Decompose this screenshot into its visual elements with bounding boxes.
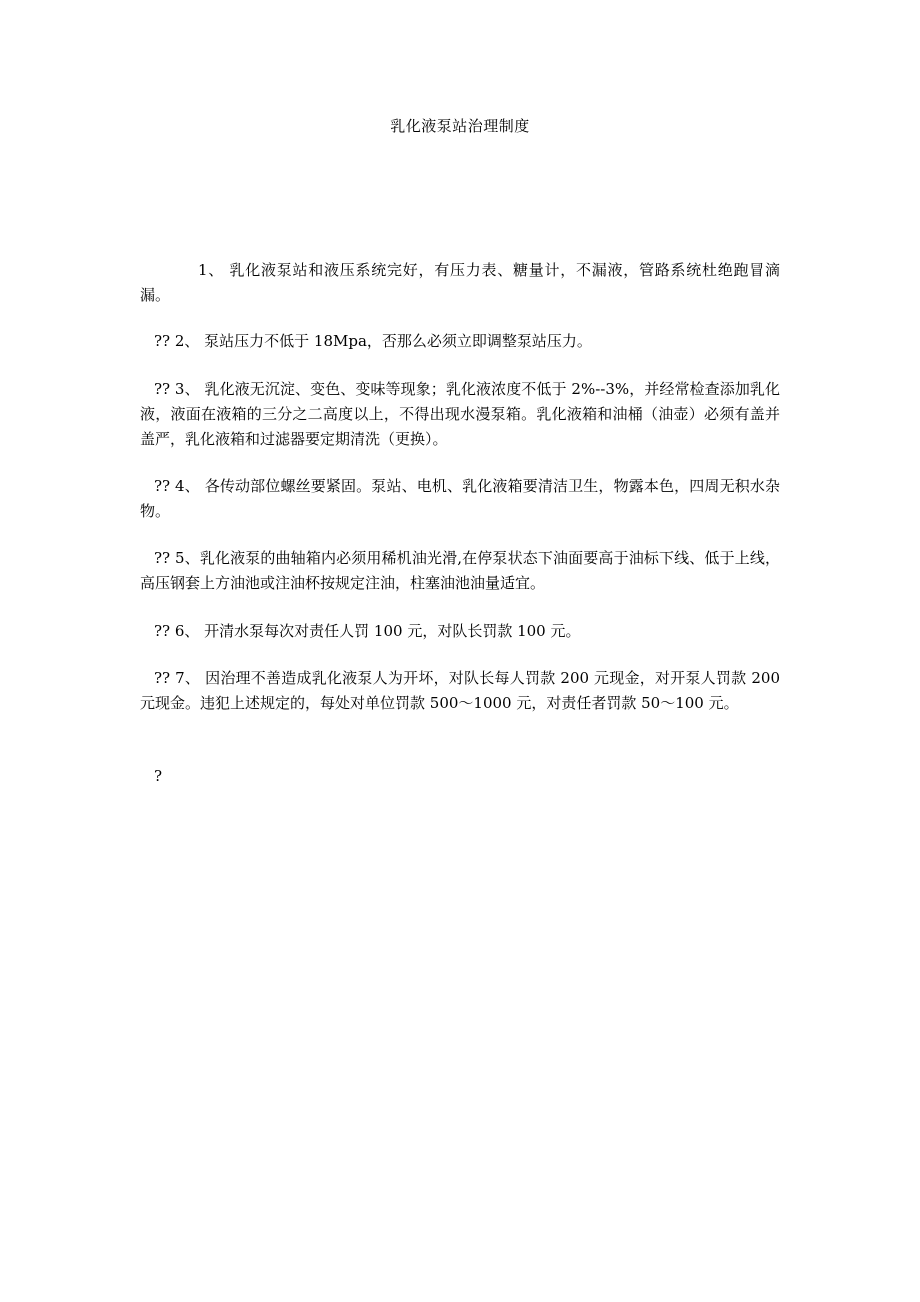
rule-paragraph-3: ?? 3、 乳化液无沉淀、变色、变味等现象；乳化液浓度不低于 2%--3%，并经常检查添加乳化液，液面在液箱的三分之二高度以上，不得出现水漫泵箱。乳化液箱和油桶（油壶）必须有盖并盖严，乳化液箱和过滤器要定期清洗（更换）。 <box>140 380 780 448</box>
document-title: 乳化液泵站治理制度 <box>390 117 530 135</box>
rule-paragraph-4: ?? 4、 各传动部位螺丝要紧固。泵站、电机、乳化液箱要清洁卫生，物露本色，四周无积水杂物。 <box>140 477 780 520</box>
rule-paragraph-6: ?? 6、 开清水泵每次对责任人罚 100 元，对队长罚款 100 元。 <box>154 622 581 640</box>
rule-paragraph-2: ?? 2、 泵站压力不低于 18Mpa，否那么必须立即调整泵站压力。 <box>154 332 592 350</box>
rule-paragraph-1: 1、 乳化液泵站和液压系统完好，有压力表、糖量计，不漏液，管路系统杜绝跑冒滴漏。 <box>140 261 780 304</box>
rule-paragraph-7: ?? 7、 因治理不善造成乳化液泵人为开坏，对队长每人罚款 200 元现金，对开泵人罚款 200 元现金。违犯上述规定的，每处对单位罚款 500～1000 元，对责任者罚款 50～100 元。 <box>140 669 780 712</box>
rule-paragraph-5: ?? 5、乳化液泵的曲轴箱内必须用稀机油光滑,在停泵状态下油面要高于油标下线、低于上线，高压钢套上方油池或注油杯按规定注油，柱塞油池油量适宜。 <box>140 549 780 592</box>
trailing-placeholder-text: ? <box>154 767 163 785</box>
